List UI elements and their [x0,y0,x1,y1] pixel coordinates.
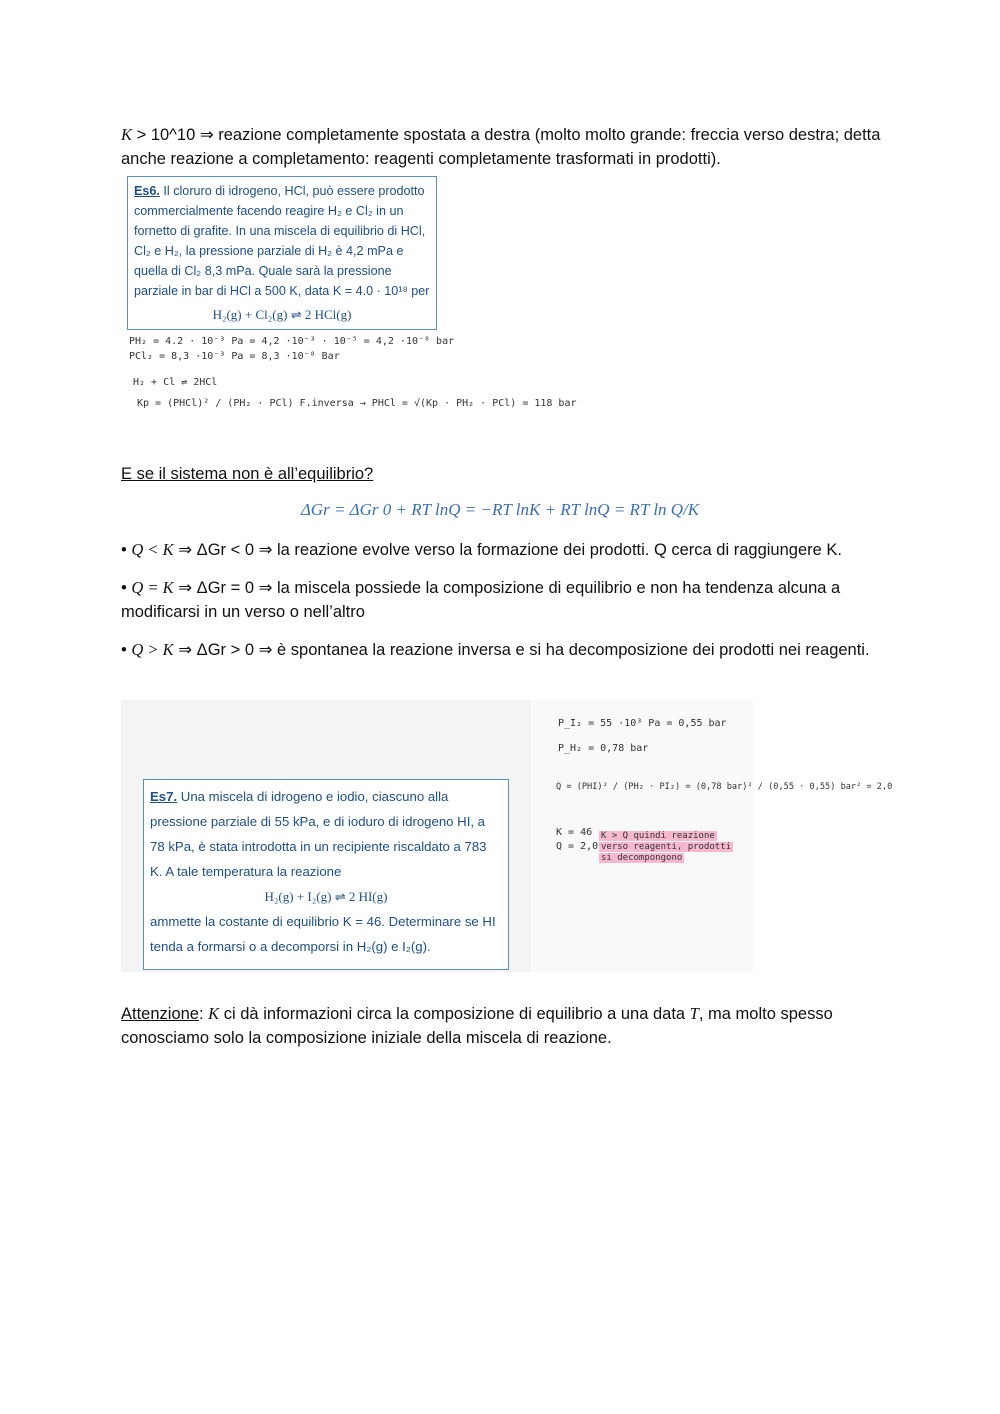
bullet-q-less-k [121,538,881,562]
es7-note-3: Q = (PHI)² / (PH₂ · PI₂) = (0,78 bar)² / (0,55 · 0,55) bar² = 2,0 [556,782,893,792]
attention-paragraph: Attenzione: K ci dà informazioni circa la composizione di equilibrio a una data T, ma molto spesso conosciamo solo la composizione iniziale della miscela di reazione. [121,1004,833,1047]
es6-box [127,176,437,330]
bullet-math: Q > K [131,640,174,659]
es6-note-2: PCl₂ = 8,3 ·10⁻³ Pa = 8,3 ·10⁻⁸ Bar [129,351,340,362]
attention-k: K [208,1004,220,1023]
es7-text-2: ammette la costante di equilibrio K = 46. Determinare se HI tenda a formarsi o a decomporsi in H₂(g) e I₂(g). [150,914,496,954]
es6-text: Il cloruro di idrogeno, HCl, può essere prodotto commercialmente facendo reagire H₂ e Cl₂ in un fornetto di grafite. In una miscela di equilibrio di HCl, Cl₂ e H₂, la pressione parziale di H₂ è 4,2 mPa e quella di Cl₂ 8,3 mPa. Quale sarà la pressione parziale in bar di HCl a 500 K, data K = 4.0 · 10¹⁸ per [134,184,430,298]
intro-paragraph [121,123,881,171]
es7-note-2: P_H₂ = 0,78 bar [558,743,649,754]
bullet-mark: • [121,641,132,659]
bullet-math: Q = K [131,578,174,597]
attention-label: Attenzione [121,1005,199,1023]
es7-highlight-note [599,831,733,864]
highlight-line-2: verso reagenti, prodotti [601,842,732,852]
gibbs-formula: ΔGr = ΔGr 0 + RT lnQ = −RT lnK + RT lnQ = RT ln Q/K [300,500,700,519]
bullet-mark: • [121,579,132,597]
es6-equation: H₂(g) + Cl₂(g) ⇌ 2 HCl(g) [212,307,352,322]
bullet-text: ⇒ ΔGr > 0 ⇒ è spontanea la reazione inversa e si ha decomposizione dei prodotti nei reagenti. [173,641,870,659]
es6-note-4: Kp = (PHCl)² / (PH₂ · PCl) F.inversa → PHCl = √(Kp · PH₂ · PCl) = 118 bar [137,398,577,409]
highlight-line-1: K > Q quindi reazione [601,831,715,841]
intro-text: > 10^10 ⇒ reazione completamente spostata a destra (molto molto grande: freccia verso destra; detta anche reazione a completamento: reagenti completamente trasformati in prodotti). [121,126,881,168]
es7-note-4: K = 46 [556,827,593,838]
es7-title: Es7. [150,789,178,804]
attention-t: T [689,1004,699,1023]
es7-note-5: Q = 2,0 [556,841,599,852]
es6-note-1: PH₂ = 4.2 · 10⁻³ Pa = 4,2 ·10⁻³ · 10⁻⁵ = 4,2 ·10⁻⁸ bar [129,336,455,347]
attention-text-2: , ma molto spesso conosciamo solo la composizione iniziale della miscela di reazione. [121,1005,833,1047]
bullet-text: ⇒ ΔGr = 0 ⇒ la miscela possiede la composizione di equilibrio e non ha tendenza alcuna a modificarsi in un verso o nell’altro [121,579,841,621]
es7-equation: H₂(g) + I₂(g) ⇌ 2 HI(g) [264,889,388,904]
highlight-line-3: si decompongono [601,853,683,863]
es7-note-1: P_I₂ = 55 ·10³ Pa = 0,55 bar [558,718,727,729]
es7-text-1: Una miscela di idrogeno e iodio, ciascuno alla pressione parziale di 55 kPa, e di ioduro di idrogeno HI, a 78 kPa, è stata introdotta in un recipiente riscaldato a 783 K. A tale temperatura la reazione [150,789,487,879]
bullet-math: Q < K [131,540,174,559]
es6-note-3: H₂ + Cl ⇌ 2HCl [133,377,218,388]
bullet-mark: • [121,541,132,559]
bullet-q-greater-k [121,638,881,662]
es7-box [143,779,509,970]
es6-title: Es6. [134,184,160,198]
bullet-text: ⇒ ΔGr < 0 ⇒ la reazione evolve verso la formazione dei prodotti. Q cerca di raggiungere K. [173,541,842,559]
heading-equilibrio: E se il sistema non è all’equilibrio? [121,465,374,483]
k-symbol: K [121,125,133,144]
bullet-q-equal-k [121,576,881,624]
attention-text-1: ci dà informazioni circa la composizione di equilibrio a una data [219,1005,690,1023]
